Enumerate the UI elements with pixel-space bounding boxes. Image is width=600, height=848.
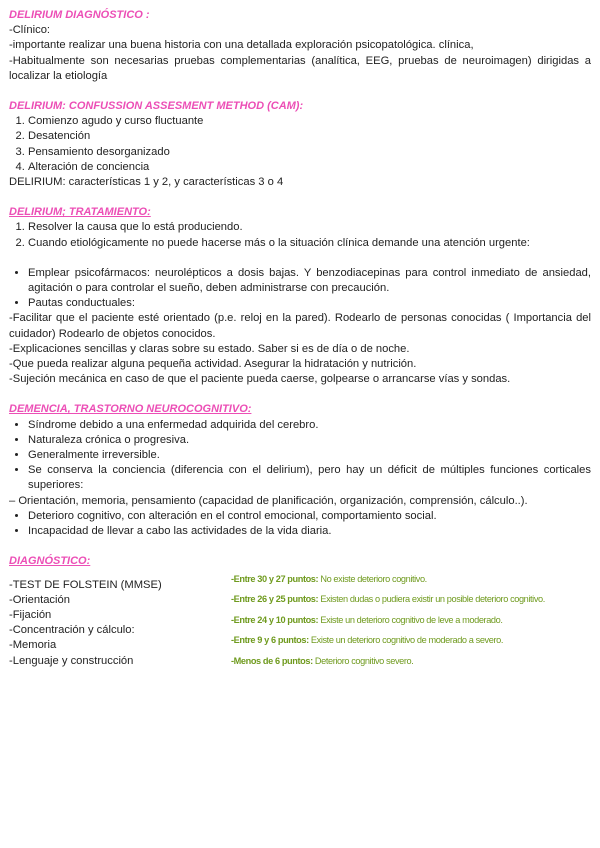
text-line: -Explicaciones sencillas y claras sobre su estado. Saber si es de día o de noche. [9,342,410,355]
score-range [231,573,600,585]
list-item: 1. Comienzo agudo y curso fluctuante [28,114,591,129]
mmse-score-ranges [231,573,600,676]
list-item: • Deterioro cognitivo, con alteración en el control emocional, comportamiento social. [28,509,591,524]
score-range-label: -Entre 26 y 25 puntos: [231,594,319,604]
list-item: • Se conserva la conciencia (diferencia con el delirium), pero hay un déficit de múltiples funciones corticales superiores: [28,463,591,493]
section-title-tratamiento: DELIRIUM; TRATAMIENTO: [9,206,151,219]
score-range-text: Existe un deterioro cognitivo de moderado a severo. [308,635,503,645]
score-range-label: -Menos de 6 puntos: [231,655,313,666]
text-line: -TEST DE FOLSTEIN (MMSE) [9,578,162,591]
score-range-text: Existe un deterioro cognitivo de leve a moderado. [318,614,503,625]
list-item: • Incapacidad de llevar a cabo las actividades de la vida diaria. [28,524,591,539]
section-title-demencia: DEMENCIA, TRASTORNO NEUROCOGNITIVO: [9,403,252,416]
cam-criteria-list [9,114,591,175]
dementia-bullets [9,418,591,494]
text-line: -Facilitar que el paciente esté orientado (p.e. reloj en la pared). Rodearlo de personas conocidas ( Importancia del cuidador) Rodearlo de objetos conocidos. [9,312,591,340]
text-line: -Orientación [9,593,70,606]
score-range-label: -Entre 9 y 6 puntos: [231,635,309,645]
list-item: 1. Resolver la causa que lo está produciendo. [28,220,591,235]
list-item: 4. Alteración de conciencia [28,160,591,175]
score-range-text: No existe deterioro cognitivo. [318,573,427,584]
score-range [231,614,600,626]
text-line: -Habitualmente son necesarias pruebas complementarias (analítica, EEG, pruebas de neuroimagen) dirigidas a localizar la etiología [9,54,591,82]
treatment-steps-list [9,220,591,250]
text-line: -Que pueda realizar alguna pequeña actividad. Asegurar la hidratación y nutrición. [9,358,417,371]
score-range-text: Deterioro cognitivo severo. [312,655,414,666]
score-range-label: -Entre 30 y 27 puntos: [231,573,319,584]
score-range [231,593,600,605]
list-item: • Emplear psicofármacos: neurolépticos a dosis bajas. Y benzodiacepinas para control inmediato de ansiedad, agitación o para controlar el sueño, deben administrarse con precaución. [28,266,591,296]
score-range-text: Existen dudas o pudiera existir un posible deterioro cognitivo. [318,594,545,604]
score-range [231,634,600,646]
dementia-bullets-2 [9,509,591,539]
list-item: • Naturaleza crónica o progresiva. [28,433,591,448]
score-range [231,655,600,667]
treatment-bullets [9,266,591,312]
text-line: -Lenguaje y construcción [9,654,134,667]
cam-note: DELIRIUM: características 1 y 2, y características 3 o 4 [9,176,284,189]
text-line: -Concentración y cálculo: [9,624,135,637]
text-line: -Sujeción mecánica en caso de que el paciente pueda caerse, golpearse o arrancarse vías y sondas. [9,373,511,386]
document-content [9,8,591,680]
score-range-label: -Entre 24 y 10 puntos: [231,614,319,625]
text-line: -Memoria [9,639,57,652]
list-item: 3. Pensamiento desorganizado [28,145,591,160]
text-line: -importante realizar una buena historia con una detallada exploración psicopatológica. clínica, [9,39,474,52]
section-title-cam: DELIRIUM: CONFUSSION ASSESMENT METHOD (CAM): [9,100,304,113]
section-title-delirium-diagnostico: DELIRIUM DIAGNÓSTICO : [9,9,150,21]
mmse-items [9,578,229,669]
list-item: • Generalmente irreversible. [28,448,591,463]
diagnostico-columns [9,570,591,680]
list-item: 2. Desatención [28,129,591,144]
list-item: • Pautas conductuales: [28,296,591,311]
list-item: • Síndrome debido a una enfermedad adquirida del cerebro. [28,418,591,433]
list-item: 2. Cuando etiológicamente no puede hacerse más o la situación clínica demande una atención urgente: [28,236,591,251]
text-line: – Orientación, memoria, pensamiento (capacidad de planificación, organización, comprensión, cálculo..). [9,494,528,507]
text-line: -Clínico: [9,24,51,37]
section-title-diagnostico: DIAGNÓSTICO: [9,555,91,568]
text-line: -Fijación [9,608,52,621]
